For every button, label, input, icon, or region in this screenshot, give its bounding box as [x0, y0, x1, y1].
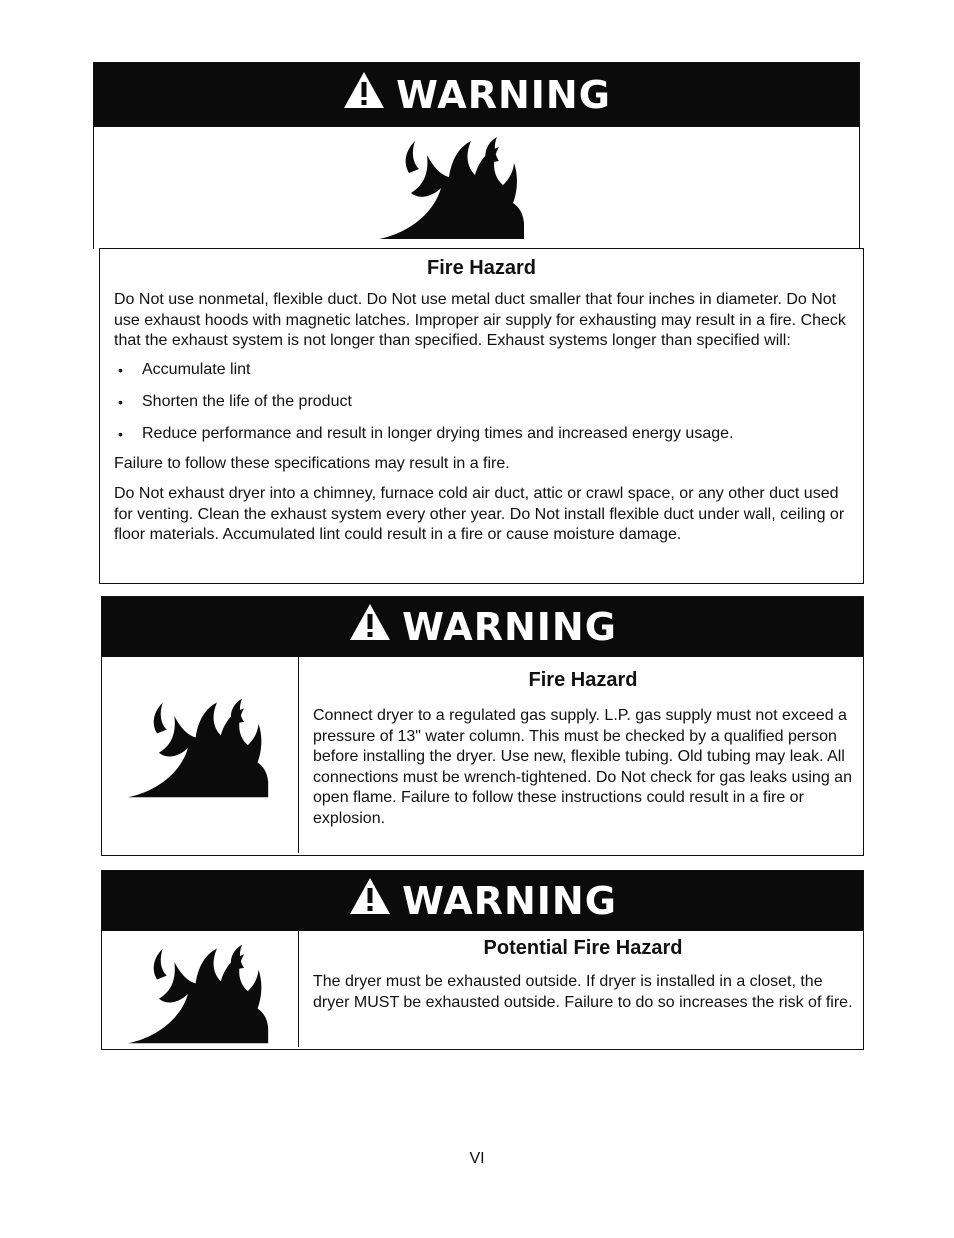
warning-title-3: Potential Fire Hazard — [483, 937, 683, 959]
fire-icon — [128, 939, 273, 1047]
warning-content-1 — [99, 248, 864, 584]
bullet-list — [114, 360, 849, 444]
icon-cell — [102, 657, 299, 853]
warning-triangle-icon — [342, 70, 386, 120]
warning-triangle-icon — [348, 602, 392, 652]
warning-title-2: Fire Hazard — [528, 669, 638, 691]
warning-banner-2 — [102, 597, 863, 657]
text-cell — [313, 669, 853, 829]
warning-banner-1 — [94, 63, 859, 127]
warning-box-2 — [101, 596, 864, 856]
icon-cell — [102, 931, 299, 1047]
fire-icon — [379, 133, 529, 241]
text-cell — [313, 937, 853, 1013]
warning-text-1: Do Not use nonmetal, flexible duct. Do Not use metal duct smaller that four inches in diameter. Do Not use exhaust hoods with magnetic latches. Improper air supply for exhausting may result in a fire. Check that the exhaust system is not longer than specified. Exhaust systems longer than specified will: — [114, 291, 846, 349]
warning-title-1: Fire Hazard — [427, 257, 536, 279]
list-item: • Accumulate lint — [114, 360, 849, 380]
warning-text-1: Connect dryer to a regulated gas supply. L.P. gas supply must not exceed a pressure of 13" water column. This must be checked by a qualified person before installing the dryer. Use new, flexible tubing. Old tubing may leak. All connections must be wrench-tightened. Do Not check for gas leaks using an open flame. Failure to follow these instructions could result in a fire or explosion. — [313, 707, 852, 827]
fire-icon — [128, 693, 273, 801]
list-item: • Shorten the life of the product — [114, 392, 849, 412]
page-number: VI — [469, 1150, 485, 1167]
warning-box-1 — [93, 62, 860, 249]
warning-triangle-icon — [348, 876, 392, 926]
list-item: • Reduce performance and result in longer drying times and increased energy usage. — [114, 424, 849, 444]
warning-label: WARNING — [396, 73, 611, 117]
warning-banner-3 — [102, 871, 863, 931]
warning-box-3 — [101, 870, 864, 1050]
warning-label: WARNING — [402, 879, 617, 923]
warning-label: WARNING — [402, 605, 617, 649]
warning-text-3: Do Not exhaust dryer into a chimney, furnace cold air duct, attic or crawl space, or any other duct used for venting. Clean the exhaust system every other year. Do Not install flexible duct under wall, ceiling or floor materials. Accumulated lint could result in a fire or cause moisture damage. — [114, 485, 845, 543]
warning-text-2: Failure to follow these specifications may result in a fire. — [114, 454, 510, 472]
warning-text-1: The dryer must be exhausted outside. If dryer is installed in a closet, the dryer MUST be exhausted outside. Failure to do so increases the risk of fire. — [313, 973, 853, 1011]
